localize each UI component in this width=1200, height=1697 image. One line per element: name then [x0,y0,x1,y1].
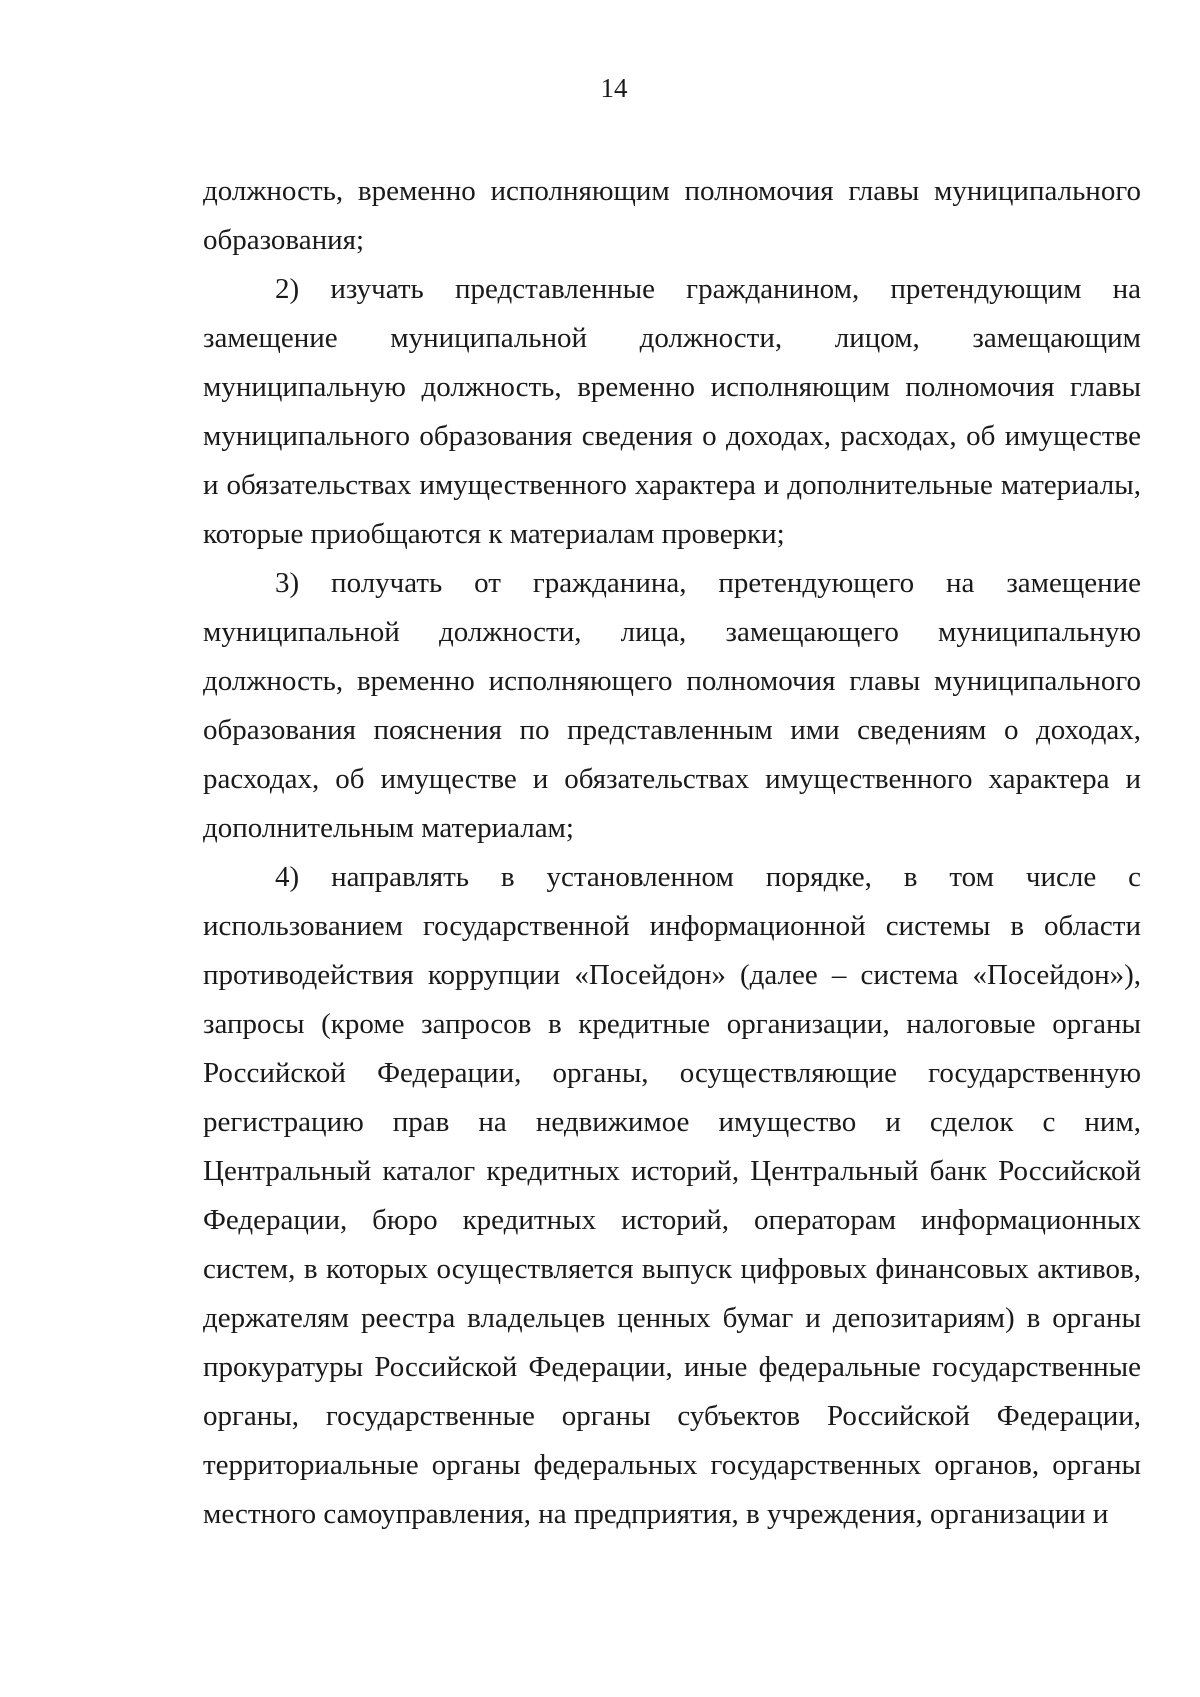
document-body [203,167,1141,1539]
paragraph-item-3: 3) получать от гражданина, претендующего на замещение муниципальной должности, лица, замещающего муниципальную должность, временно исполняющего полномочия главы муниципального образования пояснения по представленным ими сведениям о доходах, расходах, об имуществе и обязательствах имущественного характера и дополнительным материалам; [203,567,1141,844]
paragraph-continued: должность, временно исполняющим полномочия главы муниципального образования; [203,175,1141,256]
page-number: 14 [600,73,628,103]
paragraph-item-2: 2) изучать представленные гражданином, претендующим на замещение муниципальной должности, лицом, замещающим муниципальную должность, временно исполняющим полномочия главы муниципального образования сведения о доходах, расходах, об имуществе и обязательствах имущественного характера и дополнительные материалы, которые приобщаются к материалам проверки; [203,273,1141,550]
paragraph-item-4: 4) направлять в установленном порядке, в том числе с использованием государственной информационной системы в области противодействия коррупции «Посейдон» (далее – система «Посейдон»), запросы (кроме запросов в кредитные организации, налоговые органы Российской Федерации, органы, осуществляющие государственную регистрацию прав на недвижимое имущество и сделок с ним, Центральный каталог кредитных историй, Центральный банк Российской Федерации, бюро кредитных историй, операторам информационных систем, в которых осуществляется выпуск цифровых финансовых активов, держателям реестра владельцев ценных бумаг и депозитариям) в органы прокуратуры Российской Федерации, иные федеральные государственные органы, государственные органы субъектов Российской Федерации, территориальные органы федеральных государственных органов, органы местного самоуправления, на предприятия, в учреждения, организации и [203,861,1141,1530]
